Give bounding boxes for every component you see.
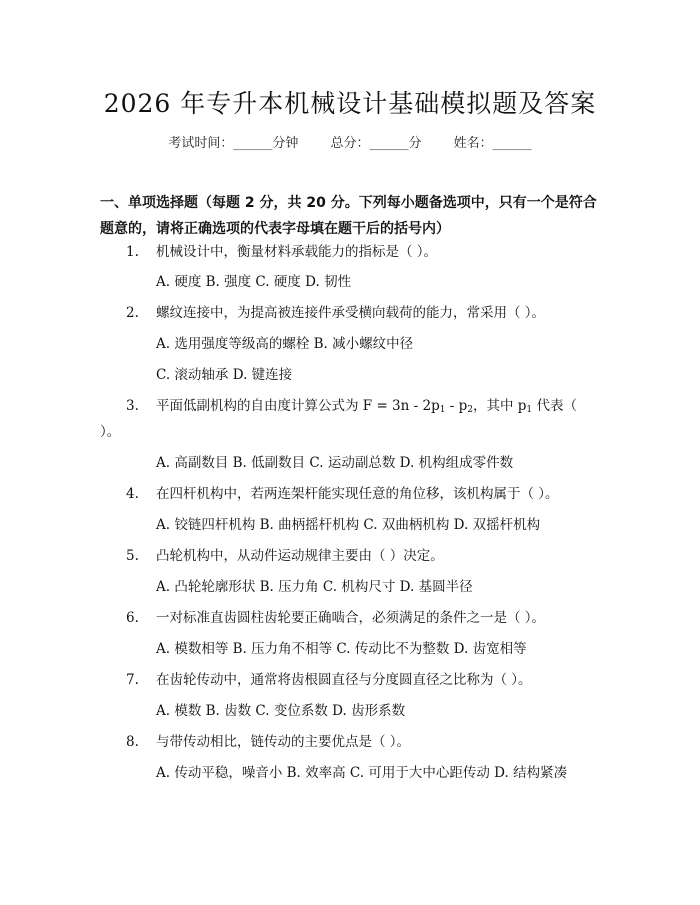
subscript: 1 xyxy=(439,405,446,415)
question-options: A. 模数 B. 齿数 C. 变位系数 D. 齿形系数 xyxy=(156,703,406,719)
question-stem: 机械设计中，衡量材料承载能力的指标是（ ）。 xyxy=(156,244,438,260)
exam-meta xyxy=(0,132,700,151)
question-item xyxy=(100,302,600,324)
question-item xyxy=(100,241,600,263)
question-stem: 在齿轮传动中，通常将齿根圆直径与分度圆直径之比称为（ ）。 xyxy=(156,672,532,688)
question-stem: 在四杆机构中，若两连架杆能实现任意的角位移，该机构属于（ ）。 xyxy=(156,486,559,502)
question-options: A. 铰链四杆机构 B. 曲柄摇杆机构 C. 双曲柄机构 D. 双摇杆机构 xyxy=(156,517,541,533)
question-stem: 与带传动相比，链传动的主要优点是（ ）。 xyxy=(156,734,411,750)
question-stem-part: ，其中 p xyxy=(472,398,527,414)
exam-time: 考试时间：______分钟 xyxy=(168,136,299,151)
question-number: 2. xyxy=(126,305,139,321)
question-options: A. 高副数目 B. 低副数目 C. 运动副总数 D. 机构组成零件数 xyxy=(156,455,514,471)
question-number: 3. xyxy=(126,398,139,414)
question-number: 5. xyxy=(126,548,139,564)
question-number: 4. xyxy=(126,486,139,502)
page-title: 2026 年专升本机械设计基础模拟题及答案 xyxy=(103,89,597,118)
exam-name: 姓名：______ xyxy=(453,136,532,151)
question-item xyxy=(100,395,600,443)
question-stem: 一对标准直齿圆柱齿轮要正确啮合，必须满足的条件之一是（ ）。 xyxy=(156,610,546,626)
question-options: A. 传动平稳，噪音小 B. 效率高 C. 可用于大中心距传动 D. 结构紧凑 xyxy=(156,765,568,781)
question-item xyxy=(100,731,600,753)
question-item xyxy=(100,483,600,505)
question-stem-part: 平面低副机构的自由度计算公式为 F = 3n - 2p xyxy=(156,398,440,414)
question-options: A. 硬度 B. 强度 C. 硬度 D. 韧性 xyxy=(156,274,352,290)
exam-score: 总分：______分 xyxy=(330,136,422,151)
question-item xyxy=(100,607,600,629)
question-stem: 螺纹连接中，为提高被连接件承受横向载荷的能力，常采用（ ）。 xyxy=(156,305,546,321)
question-stem: 凸轮机构中，从动件运动规律主要由（ ）决定。 xyxy=(156,548,444,564)
subscript: 1 xyxy=(526,405,533,415)
question-options: A. 选用强度等级高的螺栓 B. 减小螺纹中径 xyxy=(156,336,414,352)
question-item xyxy=(100,545,600,567)
question-options: C. 滚动轴承 D. 键连接 xyxy=(156,367,293,383)
question-number: 1. xyxy=(126,244,139,260)
question-options: A. 模数相等 B. 压力角不相等 C. 传动比不为整数 D. 齿宽相等 xyxy=(156,641,527,657)
question-stem-part: 代表（ ）。 xyxy=(100,398,577,440)
question-options: A. 凸轮轮廓形状 B. 压力角 C. 机构尺寸 D. 基圆半径 xyxy=(156,579,473,595)
question-stem-part: - p xyxy=(445,398,468,414)
question-number: 6. xyxy=(126,610,139,626)
question-list xyxy=(100,241,600,784)
question-item xyxy=(100,669,600,691)
question-number: 7. xyxy=(126,672,139,688)
subscript: 2 xyxy=(467,405,473,415)
question-number: 8. xyxy=(126,734,139,750)
section-heading: 一、单项选择题（每题 2 分，共 20 分。下列每小题备选项中，只有一个是符合题意的，请将正确选项的代表字母填在题干后的括号内） xyxy=(100,195,597,237)
